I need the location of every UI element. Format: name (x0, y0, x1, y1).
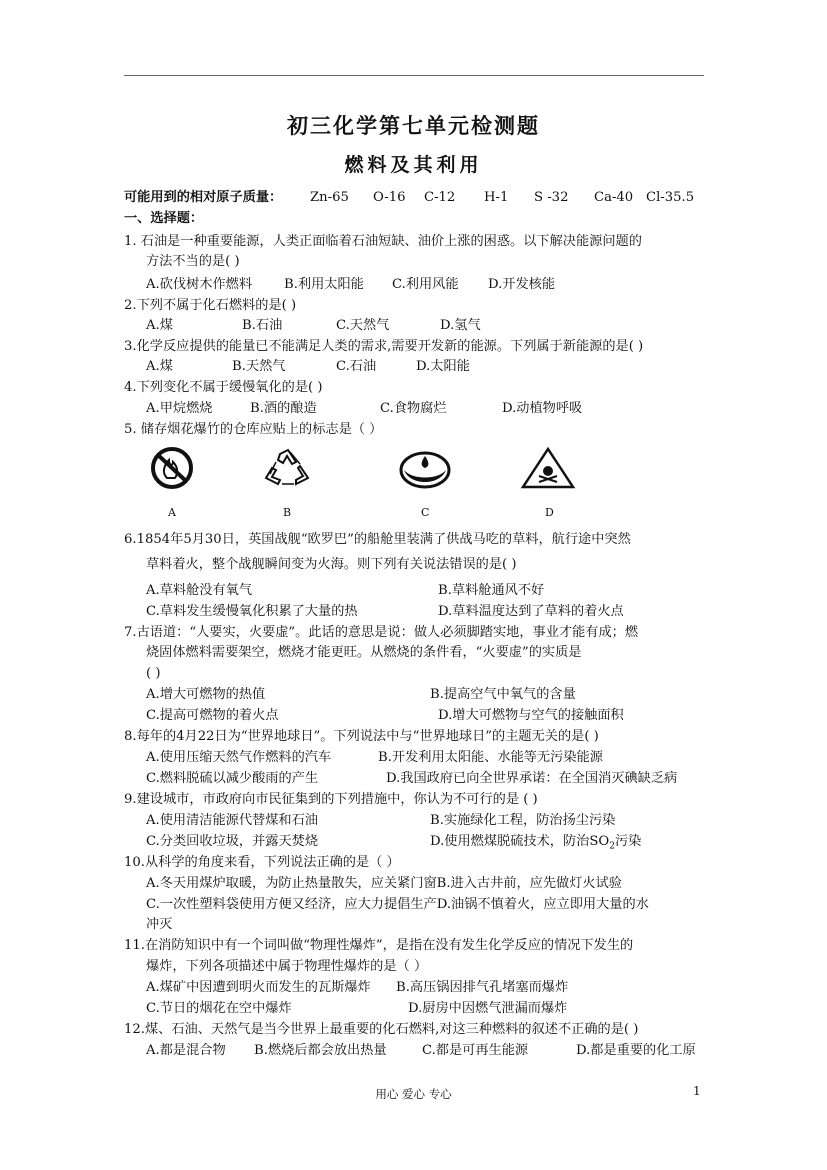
option-c: C.草料发生缓慢氧化积累了大量的热 (146, 604, 358, 619)
question-10: 10.从科学的角度来看，下列说法正确的是（ ） (124, 855, 400, 870)
option-a: A.煤 (146, 359, 173, 374)
page-subtitle: 燃料及其利用 (344, 154, 483, 176)
sign-label-c: C (421, 506, 430, 519)
atomic-mass-c: C-12 (424, 190, 456, 205)
atomic-mass-cl: Cl-35.5 (646, 190, 695, 205)
question-10-options-row3: 冲灭 (146, 917, 173, 932)
question-4: 4.下列变化不属于缓慢氧化的是( ) (124, 380, 323, 395)
option-d-text: D.使用燃煤脱硫技术，防治SO (430, 834, 610, 849)
question-7: 7.古语道：“人要实，火要虚”。此话的意思是说：做人必须脚踏实地，事业才能有成；燃 (124, 625, 638, 640)
question-7-cont2: ( ) (146, 666, 161, 681)
option-d-subscript: 2 (609, 841, 615, 852)
option-d: D.草料温度达到了草料的着火点 (438, 604, 624, 619)
option-b: B.高压锅因排气孔堵塞而爆炸 (396, 980, 569, 995)
option-a: A.使用压缩天然气作燃料的汽车 (146, 750, 332, 765)
question-6: 6.1854年5月30日，英国战舰“欧罗巴”的船舱里装满了供战马吃的草料，航行途中突然 (124, 532, 631, 547)
page-footer: 用心 爱心 专心 (375, 1087, 452, 1101)
option-d (430, 834, 641, 855)
option-d: D.动植物呼吸 (502, 401, 583, 416)
recycle-icon (258, 446, 316, 490)
option-a: A.煤 (146, 318, 173, 333)
question-5: 5. 储存烟花爆竹的仓库应贴上的标志是（ ） (124, 422, 383, 437)
question-12: 12.煤、石油、天然气是当今世界上最重要的化石燃料,对这三种燃料的叙述不正确的是( ) (124, 1022, 639, 1037)
option-b: B.石油 (242, 318, 283, 333)
question-8: 8.每年的4月22日为“世界地球日”。下列说法中与“世界地球日”的主题无关的是( ) (124, 729, 599, 744)
section-heading: 一、选择题： (124, 211, 204, 226)
option-c: C.天然气 (336, 318, 390, 333)
option-d: D.开发核能 (488, 277, 556, 292)
sign-label-a: A (168, 506, 176, 519)
option-a: A.甲烷燃烧 (146, 401, 213, 416)
question-1-cont: 方法不当的是( ) (146, 254, 240, 269)
question-7-cont: 烧固体燃料需要架空，燃烧才能更旺。从燃烧的条件看，“火要虚”的实质是 (146, 645, 582, 660)
option-d: D.增大可燃物与空气的接触面积 (438, 708, 624, 723)
question-11-cont: 爆炸，下列各项描述中属于物理性爆炸的是（ ） (146, 959, 428, 974)
no-fire-sign-icon (143, 446, 201, 490)
atomic-mass-h: H-1 (484, 190, 509, 205)
option-b: B.酒的酿造 (250, 401, 317, 416)
option-d: D.厨房中因燃气泄漏而爆炸 (408, 1001, 568, 1016)
option-c: C.石油 (336, 359, 377, 374)
option-d: D.我国政府已向全世界承诺：在全国消灭碘缺乏病 (386, 771, 678, 786)
option-b: B.开发利用太阳能、水能等无污染能源 (378, 750, 603, 765)
atomic-mass-label: 可能用到的相对原子质量： (124, 190, 283, 205)
option-c: C.节日的烟花在空中爆炸 (146, 1001, 292, 1016)
option-a: A.增大可燃物的热值 (146, 687, 266, 702)
option-d: D.太阳能 (416, 359, 470, 374)
atomic-mass-ca: Ca-40 (594, 190, 634, 205)
atomic-mass-zn: Zn-65 (310, 190, 349, 205)
atomic-mass-s: S -32 (534, 190, 569, 205)
option-b: B.实施绿化工程，防治扬尘污染 (430, 813, 616, 828)
page-title: 初三化学第七单元检测题 (287, 114, 540, 138)
toxic-warning-icon (519, 446, 577, 490)
page-number: 1 (693, 1084, 701, 1098)
atomic-mass-o: O-16 (373, 190, 406, 205)
option-a: A.草料舱没有氧气 (146, 583, 253, 598)
option-b: B.利用太阳能 (284, 277, 364, 292)
option-c: C.燃料脱硫以减少酸雨的产生 (146, 771, 319, 786)
question-2: 2.下列不属于化石燃料的是( ) (124, 298, 297, 313)
question-9: 9.建设城市，市政府向市民征集到的下列措施中，你认为不可行的是 ( ) (124, 792, 538, 807)
option-b: B.燃烧后都会放出热量 (254, 1043, 387, 1058)
option-a: A.都是混合物 (146, 1043, 226, 1058)
question-11: 11.在消防知识中有一个词叫做“物理性爆炸”，是指在没有发生化学反应的情况下发生的 (124, 938, 634, 953)
option-d: D.氢气 (440, 318, 481, 333)
option-d-tail: 污染 (614, 834, 642, 849)
header-rule (124, 75, 704, 76)
option-b: B.提高空气中氧气的含量 (430, 687, 576, 702)
question-10-options-row2: C.一次性塑料袋使用方便又经济，应大力提倡生产D.油锅不慎着火，应立即用大量的水 (146, 897, 649, 912)
option-a: A.砍伐树木作燃料 (146, 277, 253, 292)
option-c: C.食物腐烂 (380, 401, 447, 416)
option-b: B.草料舱通风不好 (438, 583, 545, 598)
option-c: C.利用风能 (392, 277, 459, 292)
option-c: C.分类回收垃圾，并露天焚烧 (146, 834, 319, 849)
option-b: B.天然气 (232, 359, 286, 374)
option-c: C.都是可再生能源 (422, 1043, 529, 1058)
option-a: A.煤矿中因遭到明火而发生的瓦斯爆炸 (146, 980, 371, 995)
question-3: 3.化学反应提供的能量已不能满足人类的需求,需要开发新的能源。下列属于新能源的是( ) (124, 339, 644, 354)
question-1: 1. 石油是一种重要能源，人类正面临着石油短缺、油价上涨的困惑。以下解决能源问题的 (124, 234, 642, 249)
option-d: D.都是重要的化工原 (576, 1043, 696, 1058)
option-c: C.提高可燃物的着火点 (146, 708, 279, 723)
sign-label-d: D (545, 506, 554, 519)
question-10-options-row1: A.冬天用煤炉取暖，为防止热量散失，应关紧门窗B.进入古井前，应先做灯火试验 (146, 876, 622, 891)
sign-label-b: B (283, 506, 292, 519)
water-drop-sign-icon (396, 446, 454, 490)
question-6-cont: 草料着火，整个战舰瞬间变为火海。则下列有关说法错误的是( ) (146, 557, 517, 572)
option-a: A.使用清洁能源代替煤和石油 (146, 813, 318, 828)
